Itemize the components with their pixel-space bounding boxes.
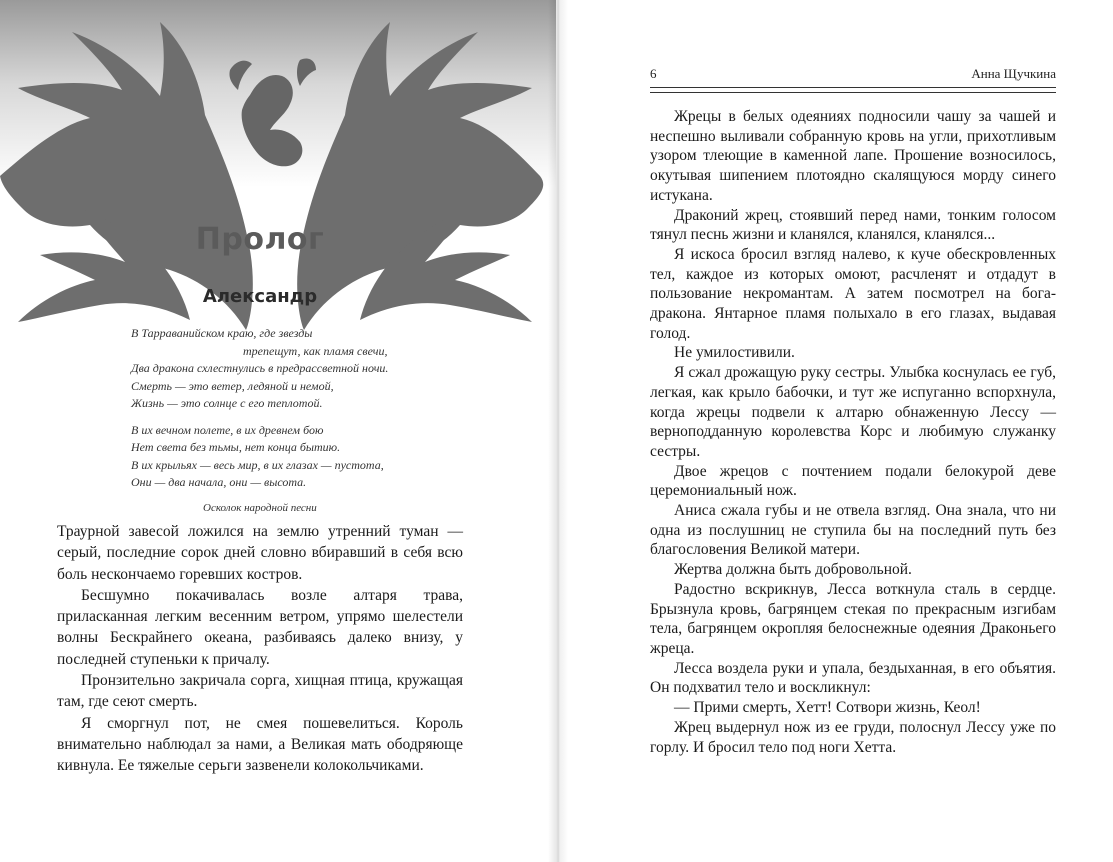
- paragraph: Аниса сжала губы и не отвела взгляд. Она знала, что ни одна из послушниц не ступила бы на последний путь без благословения Великой матери.: [650, 502, 1056, 559]
- epigraph-line: Жизнь — это солнце с его теплотой.: [131, 396, 323, 410]
- author-name: Анна Щучкина: [971, 66, 1056, 81]
- chapter-subtitle: Александр: [202, 286, 318, 307]
- epigraph-line: В их крыльях — весь мир, в их глазах — пустота,: [131, 457, 384, 472]
- epigraph-source: Осколок народной песни: [203, 501, 317, 514]
- paragraph: — Прими смерть, Хетт! Сотвори жизнь, Кеол!: [674, 699, 981, 717]
- paragraph: Драконий жрец, стоявший перед нами, тонким голосом тянул песнь жизни и кланялся, кланялся, кланялся...: [650, 206, 1056, 244]
- running-head: [650, 66, 1056, 86]
- paragraph: Я сжал дрожащую руку сестры. Улыбка коснулась ее губ, легкая, как крыло бабочки, и тут же испуганно вспорхнула, когда жрецы подвели к алтарю обнаженную Лессу — верноподданную королевства Корс и любимую служанку сестры.: [650, 364, 1056, 460]
- page-number: 6: [650, 66, 657, 81]
- paragraph: Пронзительно закричала сорга, хищная птица, кружащая там, где сеют смерть.: [57, 672, 463, 711]
- header-rule: [650, 87, 1056, 93]
- paragraph: Жрецы в белых одеяниях подносили чашу за чашей и неспешно выливали собранную кровь на угли, прихотливым узором тлеющие в каменной лапе. Прошение возносилось, окутывая шипением плотоядно скалящуюся морду синего истукана.: [650, 108, 1056, 204]
- epigraph-line: Два дракона схлестнулись в предрассветной ночи.: [131, 361, 389, 375]
- paragraph: Я искоса бросил взгляд налево, к куче обескровленных тел, каждое из которых омоют, расчленят и отдадут в пользование некромантам. А затем посмотрел на бога-дракона. Янтарное пламя полыхало в его глазах, выдавая голод.: [650, 245, 1056, 342]
- paragraph: Траурной завесой ложился на землю утренний туман — серый, последние сорок дней словно вбиравший в себя всю боль нескончаемо горевших костров.: [57, 523, 463, 583]
- paragraph: Жертва должна быть добровольной.: [674, 561, 912, 579]
- right-body-text: [650, 107, 1056, 757]
- epigraph-line: В Тарраванийском краю, где звезды: [131, 326, 313, 340]
- epigraph-line: Нет света без тьмы, нет конца бытию.: [131, 440, 341, 454]
- epigraph-line: Они — два начала, они — высота.: [131, 475, 307, 489]
- left-body-text: [57, 521, 463, 777]
- paragraph: Я сморгнул пот, не смея пошевелиться. Король внимательно наблюдал за нами, а Великая мать ободряюще кивнула. Ее тяжелые серьги зазвенели колокольчиками.: [57, 714, 463, 775]
- paragraph: Радостно вскрикнув, Лесса воткнула сталь в сердце. Брызнула кровь, багрянцем стекая по прекрасным изгибам тела, багрянцем окропляя белоснежные одеяния Драконьего жреца.: [650, 580, 1056, 657]
- epigraph-line: трепещут, как пламя свечи,: [243, 343, 388, 358]
- left-page: [0, 0, 556, 862]
- paragraph: Жрец выдернул нож из ее груди, полоснул Лессу уже по горлу. И бросил тело под ноги Хетта.: [650, 718, 1056, 756]
- paragraph: Не умилостивили.: [674, 344, 795, 362]
- paragraph: Двое жрецов с почтением подали белокурой деве церемониальный нож.: [650, 462, 1056, 500]
- epigraph-line: В их вечном полете, в их древнем бою: [131, 422, 324, 437]
- epigraph: [131, 325, 431, 517]
- paragraph: Лесса воздела руки и упала, бездыханная, в его объятия. Он подхватил тело и воскликнул:: [650, 659, 1056, 697]
- chapter-title: Пролог: [195, 222, 325, 257]
- epigraph-line: Смерть — это ветер, ледяной и немой,: [131, 378, 334, 393]
- paragraph: Бесшумно покачивалась возле алтаря трава, приласканная легким весенним ветром, упрямо шелестели волны Бескрайнего океана, разбиваясь далеко внизу, у последней ступеньки к причалу.: [57, 586, 463, 668]
